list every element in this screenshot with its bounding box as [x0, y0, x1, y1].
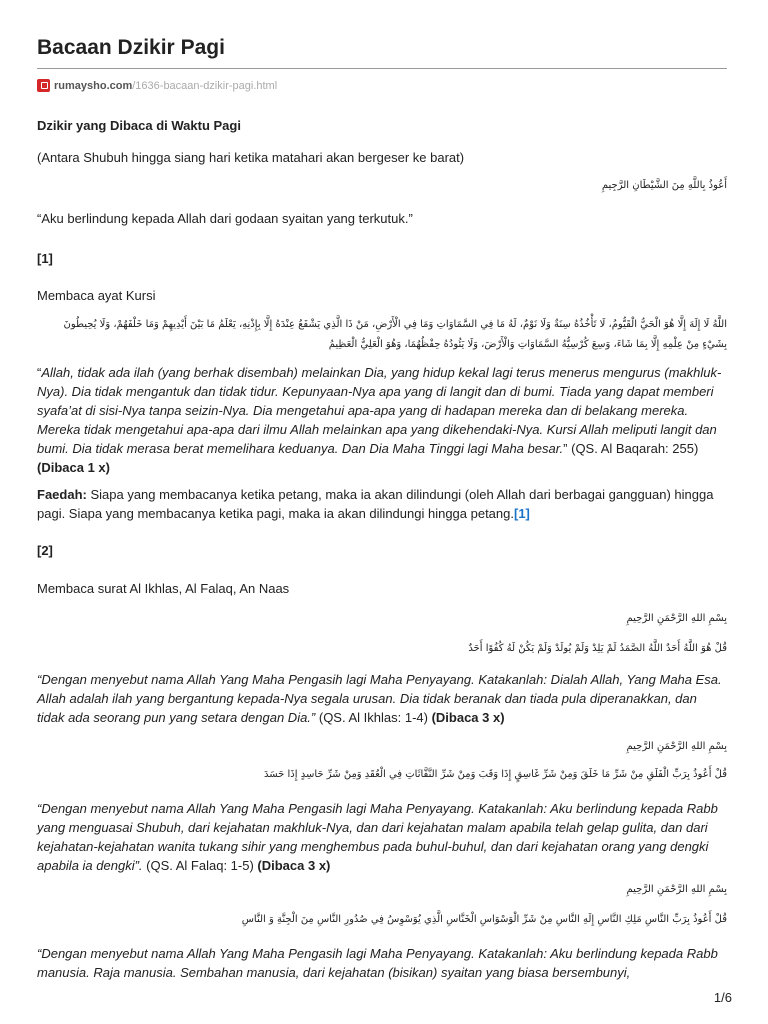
- ayat-kursi-arabic: اللَّهُ لَا إِلَهَ إِلَّا هُوَ الْحَيُّ الْقَيُّومُ، لَا تَأْخُذُهُ سِنَةٌ وَلَا نَوْمٌ، لَهُ مَا فِي السَّمَاوَاتِ وَمَا فِي الْأَرْضِ، مَنْ ذَا الَّذِي يَشْفَعُ عِنْدَهُ إِلَّا بِإِذْنِهِ، يَعْلَمُ مَا بَيْنَ أَيْدِيهِمْ وَمَا خَلْفَهُمْ، وَلَا يُحِيطُونَ بِشَيْءٍ مِنْ عِلْمِهِ إِلَّا بِمَا شَاءَ، وَسِعَ كُرْسِيُّهُ السَّمَاوَاتِ وَالْأَرْضَ، وَلَا يَئُودُهُ حِفْظُهُمَا، وَهُوَ الْعَلِيُّ الْعَظِيمُ: [63, 319, 727, 350]
- source-domain: rumaysho.com: [54, 79, 133, 92]
- taawudz-translation: “Aku berlindung kepada Allah dari godaan syaitan yang terkutuk.”: [37, 211, 413, 226]
- source-path: /1636-bacaan-dzikir-pagi.html: [132, 79, 278, 92]
- ikhlas-translation: [37, 670, 727, 727]
- translation-text: “Dengan menyebut nama Allah Yang Maha Pengasih lagi Maha Penyayang. Katakanlah: Dialah Allah, Yang Maha Esa. Allah adalah ilah yang bergantung kepada-Nya segala urusan. Dia tidak beranak dan tiada pula diperanakkan, dan tidak ada seorang pun yang setara dengan Dia.”: [37, 672, 722, 725]
- naas-arabic: قُلْ أَعُوذُ بِرَبِّ النَّاسِ مَلِكِ النَّاسِ إِلَهِ النَّاسِ مِنْ شَرِّ الْوَسْوَاسِ الْخَنَّاسِ الَّذِي يُوَسْوِسُ فِي صُدُورِ النَّاسِ مِنَ الْجِنَّةِ وَ النَّاسِ: [241, 914, 727, 925]
- reference: ” (QS. Al Baqarah: 255): [563, 441, 699, 456]
- section-number-1: [1]: [37, 251, 53, 266]
- ikhlas-basmalah: بِسْمِ اللهِ الرَّحْمَنِ الرَّحِيمِ: [626, 613, 727, 624]
- translation-text: “Dengan menyebut nama Allah Yang Maha Pengasih lagi Maha Penyayang. Katakanlah: Aku berlindung kepada Rabb yang menguasai Shubuh, dari kejahatan makhluk-Nya, dan dari kejahatan malam apabila telah gelap gulita, dan dari kejahatan-kejahatan wanita tukang sihir yang menghembus pada buhul-buhul, dan dari kejahatan orang yang dengki apabila ia dengki”.: [37, 801, 718, 873]
- naas-basmalah: بِسْمِ اللهِ الرَّحْمَنِ الرَّحِيمِ: [626, 884, 727, 895]
- section-heading: Dzikir yang Dibaca di Waktu Pagi: [37, 118, 241, 133]
- translation-text: “Dengan menyebut nama Allah Yang Maha Pengasih lagi Maha Penyayang. Katakanlah: Aku berlindung kepada Rabb manusia. Raja manusia. Sembahan manusia, dari kejahatan (bisikan) syaitan yang biasa bersembunyi,: [37, 946, 718, 980]
- translation-text: Allah, tidak ada ilah (yang berhak disembah) melainkan Dia, yang hidup kekal lagi terus menerus mengurus (makhluk-Nya). Dia tidak mengantuk dan tidak tidur. Kepunyaan-Nya apa yang di langit dan di bumi. Tiada yang dapat memberi syafa’at di sisi-Nya tanpa seizin-Nya. Dia mengetahui apa-apa yang di hadapan mereka dan di belakang mereka. Mereka tidak mengetahui apa-apa dari ilmu Allah melainkan apa yang dikehendaki-Nya. Kursi Allah meliputi langit dan bumi. Dia tidak merasa berat memelihara keduanya. Dan Dia Maha Tinggi lagi Maha besar.: [37, 365, 722, 456]
- reference: (QS. Al Ikhlas: 1-4): [315, 710, 432, 725]
- naas-translation: [37, 944, 727, 982]
- count-label: (Dibaca 3 x): [257, 858, 331, 873]
- title-divider: [37, 68, 727, 69]
- falaq-basmalah: بِسْمِ اللهِ الرَّحْمَنِ الرَّحِيمِ: [626, 741, 727, 752]
- ikhlas-arabic: قُلْ هُوَ اللَّهُ أَحَدٌ اللَّهُ الصَّمَدُ لَمْ يَلِدْ وَلَمْ يُولَدْ وَلَمْ يَكُنْ لَهُ كُفُوًا أَحَدٌ: [468, 643, 727, 654]
- site-logo-icon: [37, 79, 50, 92]
- taawudz-arabic: أَعُوذُ بِاللَّهِ مِنَ الشَّيْطَانِ الرَّجِيمِ: [601, 180, 727, 191]
- page-title: Bacaan Dzikir Pagi: [37, 36, 225, 59]
- faedah-text: Siapa yang membacanya ketika petang, maka ia akan dilindungi (oleh Allah dari berbagai gangguan) hingga pagi. Siapa yang membacanya ketika pagi, maka ia akan dilindungi hingga petang.: [37, 487, 714, 521]
- footnote-link[interactable]: [1]: [514, 506, 530, 521]
- reference: (QS. Al Falaq: 1-5): [142, 858, 258, 873]
- count-label: (Dibaca 1 x): [37, 460, 110, 475]
- faedah-label: Faedah:: [37, 487, 87, 502]
- ayat-kursi-translation: [37, 363, 727, 477]
- count-label: (Dibaca 3 x): [431, 710, 505, 725]
- section-label-2: Membaca surat Al Ikhlas, Al Falaq, An Naas: [37, 581, 290, 596]
- section-number-2: [2]: [37, 543, 53, 558]
- falaq-translation: [37, 799, 727, 875]
- page-indicator: 1/6: [713, 990, 732, 1005]
- open-quote: “: [37, 365, 42, 380]
- falaq-arabic: قُلْ أَعُوذُ بِرَبِّ الْفَلَقِ مِنْ شَرِّ مَا خَلَقَ وَمِنْ شَرِّ غَاسِقٍ إِذَا وَقَبَ وَمِنْ شَرِّ النَّفَّاثَاتِ فِي الْعُقَدِ وَمِنْ شَرِّ حَاسِدٍ إِذَا حَسَدَ: [264, 769, 727, 780]
- intro-text: (Antara Shubuh hingga siang hari ketika matahari akan bergeser ke barat): [37, 150, 465, 165]
- section-label-1: Membaca ayat Kursi: [37, 288, 156, 303]
- source-link[interactable]: [37, 79, 277, 92]
- faedah-paragraph: [37, 485, 727, 523]
